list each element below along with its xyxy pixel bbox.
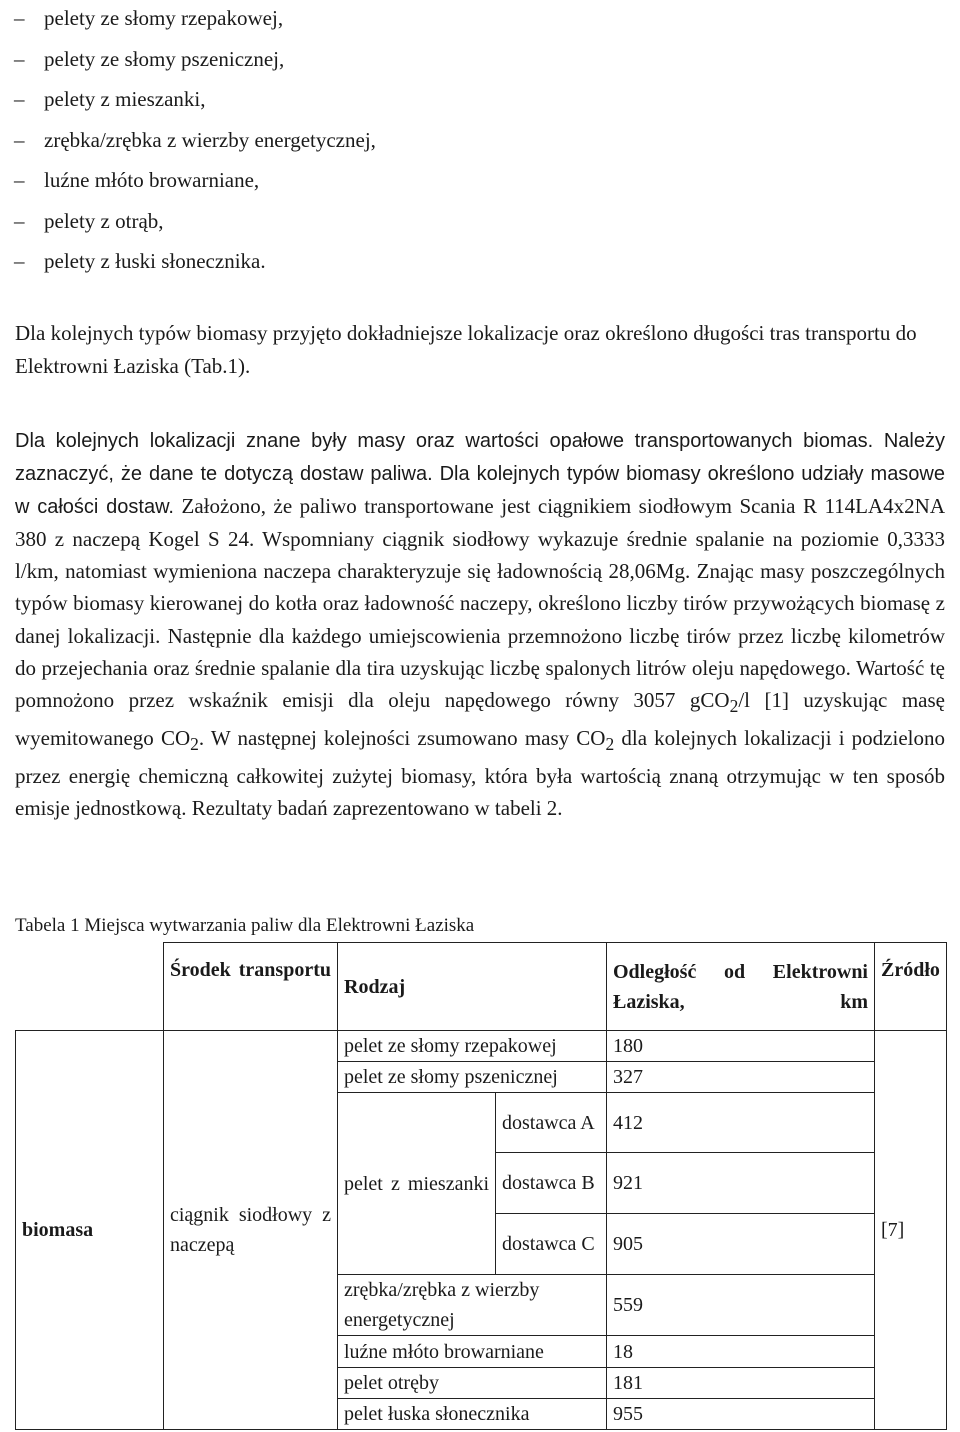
list-item-text: pelety ze słomy rzepakowej, [44, 6, 284, 30]
dash-icon: – [14, 249, 25, 273]
transport-cell: ciągnik siodłowy z naczepą [164, 1031, 338, 1430]
paragraph-locations: Dla kolejnych typów biomasy przyjęto dokładniejsze lokalizacje oraz określono długości tras transportu do Elektrowni Łaziska (Tab.1). [15, 321, 917, 378]
rodzaj-cell: zrębka/zrębka z wierzby energetycznej [338, 1275, 607, 1336]
dash-icon: – [14, 87, 25, 111]
distance-cell: 18 [607, 1336, 875, 1368]
source-cell: [7] [875, 1031, 947, 1430]
table-caption: Tabela 1 Miejsca wytwarzania paliw dla Elektrowni Łaziska [15, 915, 475, 936]
table-row [16, 1031, 947, 1062]
distance-cell: 955 [607, 1399, 875, 1430]
list-item [14, 0, 376, 39]
rodzaj-cell: pelet otręby [338, 1368, 607, 1399]
list-item [14, 241, 376, 282]
list-item-text: luźne młóto browarniane, [44, 168, 260, 192]
list-item-text: zrębka/zrębka z wierzby energetycznej, [44, 127, 376, 152]
list-item [14, 201, 376, 242]
paragraph-text: dla kolejnych lokalizacji i podzielono przez energię chemiczną całkowitej zużytej biomasy, która była wartością znaną otrzymując w ten sposób emisje jednostkową. Rezultaty badań zaprezentowano w tabeli 2. [15, 726, 945, 821]
subscript: 2 [729, 695, 739, 716]
biomasa-cell: biomasa [16, 1031, 164, 1430]
paragraph-text: Założono, że paliwo transportowane jest ciągnikiem siodłowym Scania R 114LA4x2NA 380 z naczepą Kogel S 24. Wspomniany ciągnik siodłowy wykazuje średnie spalanie na poziomie 0,3333 l/km, natomiast wymieniona naczepa charakteryzuje się ładownością 28,06Mg. Znając masy poszczególnych typów biomasy kierowanej do kotła oraz ładowność naczepy, określono liczby tirów przywożących biomasę z danej lokalizacji. Następnie dla każdego umiejscowienia przemnożono liczbę tirów przez liczbę kilometrów do przejechania oraz średnie spalanie dla tira uzyskując liczbę spalonych litrów oleju napędowego. Wartość tę pomnożono przez wskaźnik emisji dla oleju napędowego równy 3057 gCO [15, 494, 946, 712]
dash-icon: – [14, 6, 25, 30]
dash-icon: – [14, 208, 25, 233]
table-header-row [16, 943, 947, 1031]
subscript: 2 [190, 734, 199, 755]
subscript: 2 [605, 734, 615, 755]
distance-cell: 327 [607, 1062, 875, 1093]
rodzaj-cell: pelet ze słomy pszenicznej [338, 1062, 607, 1093]
paragraph-text: /l [1] uzyskując masę wyemitowanego CO [15, 687, 945, 751]
paragraph-text: . W następnej kolejności zsumowano masy CO [198, 726, 606, 751]
list-item [14, 79, 376, 120]
rodzaj-cell: luźne młóto browarniane [338, 1336, 607, 1368]
supplier-cell: dostawca A [496, 1093, 607, 1153]
distance-cell: 921 [607, 1153, 875, 1214]
list-item-text: pelety ze słomy pszenicznej, [44, 46, 285, 71]
rodzaj-mieszanka-cell: pelet z mieszanki [338, 1093, 496, 1275]
rodzaj-cell: pelet łuska słonecznika [338, 1399, 607, 1430]
rodzaj-cell: pelet ze słomy rzepakowej [338, 1031, 607, 1062]
fuel-sources-table [15, 942, 947, 1430]
header-zrodlo: Źródło [875, 943, 947, 1031]
paragraph-sans-intro: Dla kolejnych lokalizacji znane były masy oraz wartości opałowe transportowanych biomas. Należy zaznaczyć, że dane te dotyczą dostaw paliwa. Dla kolejnych typów biomasy określono udziały masowe w całości dostaw. [15, 430, 945, 519]
distance-cell: 905 [607, 1214, 875, 1275]
distance-cell: 559 [607, 1275, 875, 1336]
supplier-cell: dostawca C [496, 1214, 607, 1275]
header-rodzaj: Rodzaj [338, 943, 607, 1031]
fuel-type-list [14, 0, 376, 282]
distance-cell: 412 [607, 1093, 875, 1153]
list-item [14, 160, 376, 201]
list-item-text: pelety z otrąb, [44, 208, 164, 233]
list-item-text: pelety z łuski słonecznika. [44, 249, 266, 273]
dash-icon: – [14, 46, 25, 71]
header-srodek-transportu: Środek transportu [164, 943, 338, 1031]
header-odleglosc: Odległość od Elektrowni Łaziska, km [607, 943, 875, 1031]
list-item [14, 120, 376, 161]
dash-icon: – [14, 127, 25, 152]
empty-header-cell [16, 943, 164, 1031]
paragraph-methodology [15, 424, 945, 825]
list-item [14, 39, 376, 80]
list-item-text: pelety z mieszanki, [44, 87, 206, 111]
distance-cell: 181 [607, 1368, 875, 1399]
supplier-cell: dostawca B [496, 1153, 607, 1214]
dash-icon: – [14, 168, 25, 192]
distance-cell: 180 [607, 1031, 875, 1062]
